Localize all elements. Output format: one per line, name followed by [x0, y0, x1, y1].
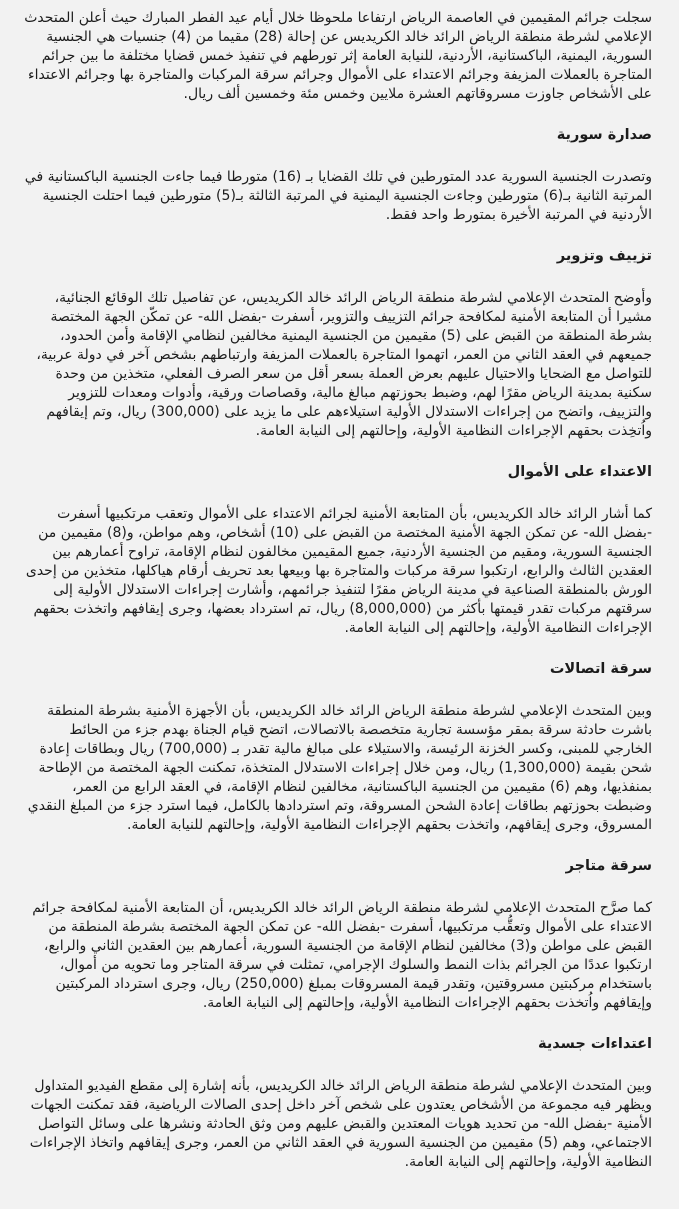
store-theft-paragraph: كما صرَّح المتحدث الإعلامي لشرطة منطقة الرياض الرائد خالد الكريديس، أن المتابعة الأمنية لمكافحة جرائم الاعتداء على الأموال وتعقُّب مرتكبيها، أسفرت -بفضل الله- عن تمكن الجهة المختصة بشرطة المنطقة من القبض على مواطن و(3) مخالفين لنظام الإقامة من الجنسية السورية، أعمارهم بين العقدين الثاني والرابع، ارتكبوا عددًا من الجرائم بذات النمط والسلوك الإجرامي، تمثلت في سرقة المتاجر وما تحويه من أموال، باستخدام مركبتين مسروقتين، وتقدر قيمة المسروقات بمبلغ (250,000) ريال، وجرى استرداد المركبتين وإيقافهم واُتخذت بحقهم الإجراءات النظامية الأولية، وإحالتهم إلى النيابة العامة.: [32, 900, 652, 1011]
section-heading-property-crimes: الاعتداء على الأموال: [507, 464, 652, 480]
section-heading-assaults: اعتداءات جسدية: [538, 1036, 652, 1052]
intro-paragraph: سجلت جرائم المقيمين في العاصمة الرياض ارتفاعا ملحوظا خلال أيام عيد الفطر المبارك حيث أعلن المتحدث الإعلامي لشرطة منطقة الرياض الرائد خالد الكريديس عن إحالة (28) مقيما من (4) جنسيات هي الجنسية السورية، اليمنية، الباكستانية، الأردنية، للنيابة العامة إثر تورطهم في تنفيذ خمس قضايا مختلفة ما بين جرائم المتاجرة بالعملات المزيفة وجرائم الاعتداء على الأموال وجرائم سرقة المركبات والمتاجرة بها وجرائم الاعتداء على الأشخاص جاوزت مسروقاتهم العشرة ملايين وخمس مئة وخمسين ألف ريال.: [24, 10, 652, 102]
section-heading-counterfeiting: تزييف وتزوير: [556, 248, 652, 264]
article-body: [0, 9, 679, 1172]
counterfeiting-paragraph: وأوضح المتحدث الإعلامي لشرطة منطقة الرياض الرائد خالد الكريديس، عن تفاصيل تلك الوقائع الجنائية، مشيرا أن المتابعة الأمنية لمكافحة جرائم التزييف والتزوير، أسفرت -بفضل الله- عن تمكّن الجهة المختصة بشرطة المنطقة من القبض على (5) مقيمين من الجنسية اليمنية مخالفين لنظامي الإقامة وأمن الحدود، جميعهم في العقد الثاني من العمر، اتهموا المتاجرة بالعملات المزيفة وارتباطهم بشخص آخر في دولة عربية، للتواصل مع الضحايا والاحتيال عليهم بعرض العملة بسعر أقل من سعر الصرف الفعلي، متخذين من وحدة سكنية بمدينة الرياض مقرًا لهم، وضبط بحوزتهم مبالغ مالية، وقصاصات ورقية، وأدوات ومعدات للتزوير والتزييف، واتضح من إجراءات الاستدلال الأولية استيلاءهم على ما يزيد على (300,000) ريال، وتم إيقافهم واُتخِذت بحقهم الإجراءات النظامية الأولية، وإحالتهم إلى النيابة العامة.: [36, 290, 652, 439]
assaults-paragraph: وبين المتحدث الإعلامي لشرطة منطقة الرياض الرائد خالد الكريديس، بأنه إشارة إلى مقطع الفيديو المتداول ويظهر فيه مجموعة من الأشخاص يعتدون على شخص آخر داخل إحدى الصالات الرياضية، فقد تمكنت الجهات الأمنية -بفضل الله- من تحديد هويات المعتدين والقبض عليهم ومن وثق الحادثة ونشرها على وسائل التواصل الاجتماعي، وهم (5) مقيمين من الجنسية السورية في العقد الثاني من العمر، وجرى إيقافهم واتخاذ الإجراءات النظامية الأولية، وإحالتهم إلى النيابة العامة.: [29, 1078, 652, 1170]
syrian-lead-paragraph: وتصدرت الجنسية السورية عدد المتورطين في تلك القضايا بـ (16) متورطا فيما جاءت الجنسية الباكستانية في المرتبة الثانية بـ(6) متورطين وجاءت الجنسية اليمنية في المرتبة الثالثة بـ(5) متورطين فيما احتلت الجنسية الأردنية في المرتبة الأخيرة بمتورط واحد فقط.: [24, 169, 652, 223]
telecom-theft-paragraph: وبين المتحدث الإعلامي لشرطة منطقة الرياض الرائد خالد الكريديس، بأن الأجهزة الأمنية بشرطة المنطقة باشرت حادثة سرقة بمقر مؤسسة تجارية متخصصة بالاتصالات، اتضح قيام الجناة بهدم جزء من الحائط الخارجي للمبنى، وكسر الخزنة الرئيسة، والاستيلاء على مبالغ مالية تقدر بـ (700,000) ريال وبطاقات إعادة شحن بقيمة (1,300,000) ريال، ومن خلال إجراءات الاستدلال المتخذة، تمكنت الجهة المختصة من الإطاحة بمنفذيها، وهم (6) مقيمين من الجنسية الباكستانية، مخالفين لنظام الإقامة، في العقد الرابع من العمر، وضبطت بحوزتهم بطاقات إعادة الشحن المسروقة، وتم استردادها بالكامل، فيما استرد جزء من المبلغ النقدي المسروق، وجرى إيقافهم، واتخذت بحقهم الإجراءات النظامية الأولية، وإحالتهم للنيابة العامة.: [27, 703, 652, 833]
section-heading-syrian-lead: صدارة سورية: [556, 127, 652, 143]
section-heading-telecom-theft: سرقة اتصالات: [549, 661, 652, 677]
section-heading-store-theft: سرقة متاجر: [565, 858, 652, 874]
property-crimes-paragraph: كما أشار الرائد خالد الكريديس، بأن المتابعة الأمنية لجرائم الاعتداء على الأموال وتعقب مرتكبيها أسفرت -بفضل الله- عن تمكن الجهة الأمنية المختصة من القبض على (10) أشخاص، وهم مواطن، و(8) مقيمين من الجنسية السورية، ومقيم من الجنسية الأردنية، جميع المقيمين مخالفون لنظام الإقامة، تراوح أعمارهم بين العقدين الثالث والرابع، ارتكبوا سرقة مركبات والمتاجرة بها وبيعها بعد تحريف أرقام هياكلها، متخذين من إحدى الورش بالمنطقة الصناعية في مدينة الرياض مقرًا لتنفيذ جرائمهم، وأشارت إجراءات الاستدلال الأولية إلى سرقتهم مركبات تقدر قيمتها بأكثر من (8,000,000) ريال، تم استرداد بعضها، وجرى إيقافهم واتخذت بحقهم الإجراءات النظامية الأولية، وإحالتهم إلى النيابة العامة.: [25, 506, 652, 636]
